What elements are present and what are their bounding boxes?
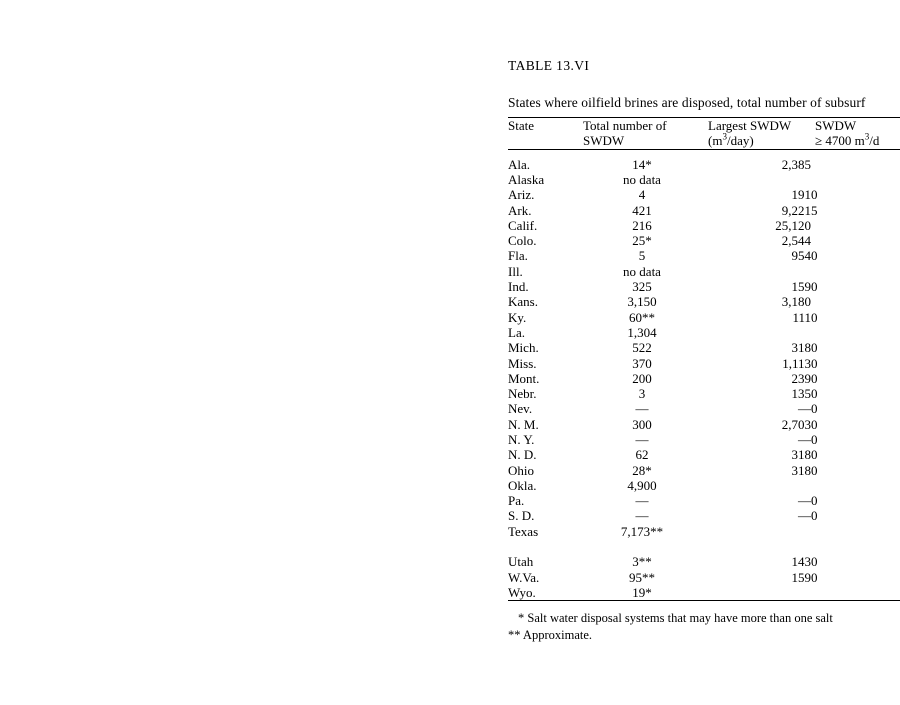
table-row <box>508 493 900 508</box>
cell-total-swdw: 4 <box>638 187 646 203</box>
table-row <box>508 478 900 493</box>
cell-largest-swdw: 318 <box>791 447 811 463</box>
table-row <box>508 218 900 233</box>
table-row <box>508 570 900 585</box>
cell-total-swdw: 216 <box>632 217 652 233</box>
cell-swdw-threshold: 0 <box>811 386 818 402</box>
cell-state: Pa. <box>508 493 525 509</box>
table-row <box>508 248 900 263</box>
cell-total-swdw: 5 <box>638 248 646 264</box>
table-row <box>508 203 900 218</box>
table-row <box>508 340 900 355</box>
table-row <box>508 417 900 432</box>
cell-swdw-threshold: 0 <box>811 401 818 417</box>
table-row <box>508 325 900 340</box>
cell-state: Texas <box>508 523 539 539</box>
column-header-swdw-units <box>815 133 879 148</box>
cell-swdw-threshold: 0 <box>811 554 818 570</box>
cell-largest-swdw <box>706 172 811 187</box>
column-header-largest-units <box>708 133 754 148</box>
cell-state: Ariz. <box>508 187 535 203</box>
cell-swdw-threshold: 0 <box>811 493 818 509</box>
cell-swdw-threshold: 0 <box>811 432 818 447</box>
footnote-single-asterisk: * Salt water disposal systems that may have more than one salt <box>518 611 833 626</box>
cell-largest-swdw: 954 <box>791 248 811 264</box>
table-bottom-rule <box>508 600 900 601</box>
cell-total-swdw: 14* <box>632 156 652 172</box>
cell-largest-swdw: — <box>798 493 811 509</box>
cell-total-swdw: 325 <box>632 279 652 295</box>
cell-swdw-threshold: 0 <box>811 462 818 478</box>
cell-swdw-threshold <box>811 524 900 539</box>
cell-total-swdw: — <box>635 508 649 524</box>
cell-largest-swdw: — <box>798 432 811 447</box>
cell-state: Fla. <box>508 248 528 264</box>
cell-state: Miss. <box>508 355 537 371</box>
cell-state: Mich. <box>508 340 539 356</box>
table-row <box>508 294 900 309</box>
largest-unit-exponent: 3 <box>722 132 727 142</box>
cell-swdw-threshold: 0 <box>811 416 818 432</box>
cell-largest-swdw: 239 <box>791 370 811 386</box>
table-row <box>508 524 900 539</box>
table-caption: States where oilfield brines are disposed, total number of subsurf <box>508 95 866 110</box>
table-block <box>508 58 900 643</box>
cell-state: Colo. <box>508 233 537 249</box>
table-header-row <box>508 118 900 149</box>
cell-state: Ky. <box>508 309 527 325</box>
cell-total-swdw: 60** <box>629 309 655 325</box>
cell-state: Wyo. <box>508 584 536 600</box>
cell-swdw-threshold <box>811 539 900 554</box>
table-row <box>508 401 900 416</box>
cell-largest-swdw: 159 <box>791 569 811 585</box>
cell-swdw-threshold <box>811 478 900 493</box>
cell-total-swdw: 95** <box>629 569 655 585</box>
table-row <box>508 264 900 279</box>
table-header <box>508 118 900 149</box>
cell-total-swdw: 28* <box>632 462 652 478</box>
column-header-total-swdw <box>578 118 706 149</box>
cell-largest-swdw: 3,180 <box>781 294 811 310</box>
cell-swdw-threshold: 0 <box>811 447 818 463</box>
cell-swdw-threshold: 0 <box>811 569 818 585</box>
cell-state: Alaska <box>508 171 545 187</box>
cell-swdw-threshold: 0 <box>811 370 818 386</box>
cell-total-swdw: 7,173** <box>620 523 664 539</box>
cell-largest-swdw: — <box>798 401 811 417</box>
cell-swdw-threshold: 0 <box>811 508 818 524</box>
cell-largest-swdw: 143 <box>791 554 811 570</box>
cell-total-swdw: no data <box>623 171 661 187</box>
table-number-label: TABLE 13.VI <box>508 58 590 73</box>
column-header-largest-line1: Largest SWDW <box>708 118 792 133</box>
cell-state: Ill. <box>508 263 523 279</box>
cell-total-swdw: 62 <box>635 447 649 463</box>
table-row <box>508 386 900 401</box>
cell-largest-swdw: 2,544 <box>781 233 811 249</box>
cell-total-swdw: 3 <box>638 386 646 402</box>
cell-largest-swdw: 9,221 <box>781 202 811 218</box>
column-header-swdw-threshold <box>811 118 900 149</box>
cell-swdw-threshold <box>811 233 900 248</box>
cell-total-swdw: 1,304 <box>627 324 657 340</box>
cell-state: Kans. <box>508 294 538 310</box>
cell-swdw-threshold <box>811 218 900 233</box>
cell-swdw-threshold: 0 <box>811 279 818 295</box>
table-row <box>508 508 900 523</box>
table-row <box>508 172 900 187</box>
cell-largest-swdw: — <box>798 508 811 524</box>
column-header-total-line2: SWDW <box>583 133 625 149</box>
cell-largest-swdw <box>706 539 811 554</box>
table-row <box>508 463 900 478</box>
swdw-table-body <box>508 150 900 601</box>
cell-largest-swdw <box>706 524 811 539</box>
cell-swdw-threshold <box>811 150 900 172</box>
column-header-swdw-line1: SWDW <box>815 118 857 133</box>
cell-largest-swdw: 318 <box>791 340 811 356</box>
largest-unit-suffix: /day) <box>726 133 754 149</box>
cell-total-swdw <box>578 539 706 554</box>
cell-total-swdw: 3** <box>632 554 652 570</box>
column-header-state: State <box>508 118 534 133</box>
cell-total-swdw: — <box>635 401 649 417</box>
cell-largest-swdw: 2,385 <box>781 156 811 172</box>
cell-state: Ind. <box>508 279 529 295</box>
swdw-unit-prefix: ≥ 4700 m <box>815 133 865 149</box>
table-row <box>508 371 900 386</box>
table-row <box>508 279 900 294</box>
cell-largest-swdw: 2,703 <box>781 416 811 432</box>
cell-total-swdw: 200 <box>632 370 652 386</box>
cell-swdw-threshold <box>811 264 900 279</box>
swdw-unit-suffix: /d <box>869 133 880 149</box>
cell-state: Calif. <box>508 217 538 233</box>
swdw-unit-exponent: 3 <box>864 132 870 142</box>
table-row <box>508 432 900 447</box>
cell-total-swdw: 522 <box>632 340 652 356</box>
cell-total-swdw: 300 <box>632 416 652 432</box>
table-row <box>508 187 900 202</box>
cell-swdw-threshold <box>811 585 900 600</box>
cell-largest-swdw: 25,120 <box>775 217 811 233</box>
column-header-largest-swdw <box>706 118 811 149</box>
cell-total-swdw: 4,900 <box>627 477 657 493</box>
cell-swdw-threshold <box>811 172 900 187</box>
cell-swdw-threshold: 0 <box>811 309 818 325</box>
table-row <box>508 233 900 248</box>
cell-swdw-threshold <box>811 325 900 340</box>
cell-total-swdw: 25* <box>632 233 652 249</box>
table-row <box>508 356 900 371</box>
cell-state: Ala. <box>508 156 531 172</box>
cell-state <box>508 539 578 554</box>
cell-state: Mont. <box>508 370 540 386</box>
table-body <box>508 150 900 601</box>
table-footnotes <box>508 605 900 643</box>
cell-largest-swdw: 1,113 <box>782 355 811 371</box>
cell-total-swdw: no data <box>623 263 661 279</box>
largest-unit-prefix: (m <box>708 133 723 149</box>
cell-largest-swdw: 111 <box>792 309 811 325</box>
cell-state: N. D. <box>508 447 537 463</box>
cell-state: S. D. <box>508 508 535 524</box>
table-row <box>508 585 900 600</box>
cell-state: Okla. <box>508 477 537 493</box>
cell-swdw-threshold <box>811 294 900 309</box>
table-row <box>508 447 900 462</box>
cell-total-swdw: 421 <box>632 202 652 218</box>
cell-swdw-threshold: 0 <box>811 340 818 356</box>
footnote-double-asterisk: ** Approximate. <box>508 627 593 642</box>
column-header-total-line1: Total number of <box>583 118 667 133</box>
cell-largest-swdw: 318 <box>791 462 811 478</box>
swdw-table <box>508 118 900 149</box>
cell-total-swdw: 3,150 <box>627 294 657 310</box>
cell-state: Utah <box>508 554 534 570</box>
table-row <box>508 554 900 569</box>
cell-swdw-threshold: 0 <box>811 355 818 371</box>
cell-total-swdw: — <box>635 432 649 447</box>
cell-state: La. <box>508 324 525 340</box>
cell-state: Nev. <box>508 401 533 417</box>
table-row <box>508 310 900 325</box>
cell-state: W.Va. <box>508 569 540 585</box>
cell-largest-swdw <box>706 325 811 340</box>
cell-state: Ark. <box>508 202 532 218</box>
cell-state: Ohio <box>508 462 534 478</box>
cell-total-swdw: — <box>635 493 649 509</box>
table-row <box>508 150 900 172</box>
cell-largest-swdw: 191 <box>791 187 811 203</box>
cell-largest-swdw <box>706 478 811 493</box>
cell-total-swdw: 19* <box>632 584 652 600</box>
cell-state: N. Y. <box>508 432 535 447</box>
cell-total-swdw: 370 <box>632 355 652 371</box>
cell-largest-swdw: 159 <box>791 279 811 295</box>
table-spacer-row <box>508 539 900 554</box>
cell-state: Nebr. <box>508 386 537 402</box>
cell-largest-swdw <box>706 585 811 600</box>
cell-largest-swdw <box>706 264 811 279</box>
cell-swdw-threshold: 5 <box>811 202 818 218</box>
cell-swdw-threshold: 0 <box>811 248 818 264</box>
cell-state: N. M. <box>508 416 539 432</box>
cell-largest-swdw: 135 <box>791 386 811 402</box>
cell-swdw-threshold: 0 <box>811 187 818 203</box>
